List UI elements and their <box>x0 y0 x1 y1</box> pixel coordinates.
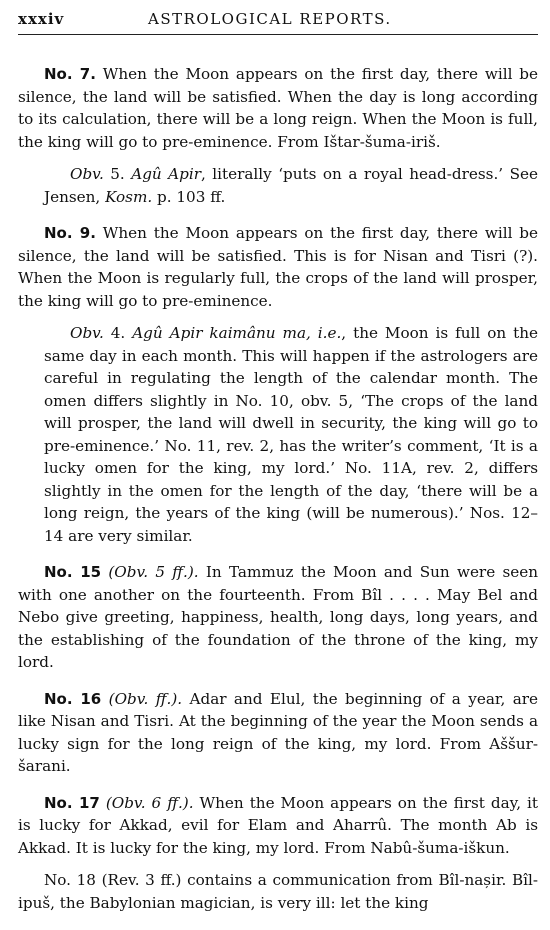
entry-text: When the Moon appears on the first day, there will be silence, the land will be satisfied. When the day is long according to its calculation, there will be a long reign. When the Moon is full, the king will go to pre-eminence. From Ištar-šuma-iriš. <box>18 65 538 151</box>
entry-number: No. 17 <box>44 793 100 812</box>
page-number: xxxiv <box>18 10 65 28</box>
entry-reference: (Obv. 5 ff.). <box>101 563 199 581</box>
entry-text: When the Moon appears on the first day, there will be silence, the land will be satisfied. This is for Nisan and Tisri (?). When the Moon is regularly full, the crops of the land will prosper, the king will go to pre-eminence. <box>18 224 538 310</box>
note-term: Agû Apir <box>131 165 201 183</box>
note-text: , the Moon is full on the same day in each month. This will happen if the astrologers are careful in regulating the length of the calendar month. The omen differs slightly in No. 10, obv. 5, ‘The crops of the land will prosper, the land will dwell in security, the king will go to pre-eminence.’ No. 11, rev. 2, has the writer’s comment, ‘It is a lucky omen for the king, my lord.’ No. 11A, rev. 2, differs slightly in the omen for the length of the day, ‘there will be a long reign, the years of the king (will be numerous).’ Nos. 12–14 are very similar. <box>44 324 538 545</box>
entry-number: No. 16 <box>44 689 102 708</box>
note-text: , literally ‘puts on a royal head-dress.’ See Jensen, <box>44 165 538 206</box>
note-tail: p. 103 ff. <box>152 187 226 206</box>
entry-reference: (Obv. ff.). <box>101 689 183 708</box>
note-no-7 <box>18 163 538 208</box>
running-head <box>18 6 538 32</box>
note-term: Agû Apir kaimânu ma, i.e. <box>132 324 342 342</box>
entry-no-15 <box>18 561 538 674</box>
note-ref-number: 5. <box>103 165 132 183</box>
entry-reference: (Obv. 6 ff.). <box>99 793 194 812</box>
note-no-9 <box>18 322 538 547</box>
entry-number: No. 9. <box>44 224 96 242</box>
entry-text: In Tammuz the Moon and Sun were seen with one another on the fourteenth. From Bîl . . . . May Bel and Nebo give greeting, happiness, health, long days, long years, and the establishing of the foundation of the throne of the king, my lord. <box>18 563 538 671</box>
entry-number: No. 7. <box>44 65 96 83</box>
running-title: ASTROLOGICAL REPORTS. <box>148 10 392 28</box>
entry-no-7 <box>18 63 538 153</box>
entry-no-9 <box>18 222 538 312</box>
note-ref: Obv. <box>70 324 104 342</box>
note-ref: Obv. <box>70 165 104 183</box>
entry-no-18: No. 18 (Rev. 3 ff.) contains a communication from Bîl-nașir. Bîl-ipuš, the Babylonian magician, is very ill: let the king <box>18 871 538 912</box>
note-book: Kosm. <box>105 187 153 206</box>
page <box>18 6 538 914</box>
entry-number: No. 15 <box>44 563 102 581</box>
entry-text: When the Moon appears on the first day, it is lucky for Akkad, evil for Elam and Aharrû. The month Ab is Akkad. It is lucky for the king, my lord. From Nabû-šuma-iškun. <box>18 793 538 857</box>
entry-no-16 <box>18 688 538 778</box>
note-ref-number: 4. <box>103 324 133 342</box>
entry-no-17 <box>18 792 538 860</box>
entry-text: Adar and Elul, the beginning of a year, are like Nisan and Tisri. At the beginning of the year the Moon sends a lucky sign for the long reign of the king, my lord. From Aššur-šarani. <box>18 689 539 775</box>
